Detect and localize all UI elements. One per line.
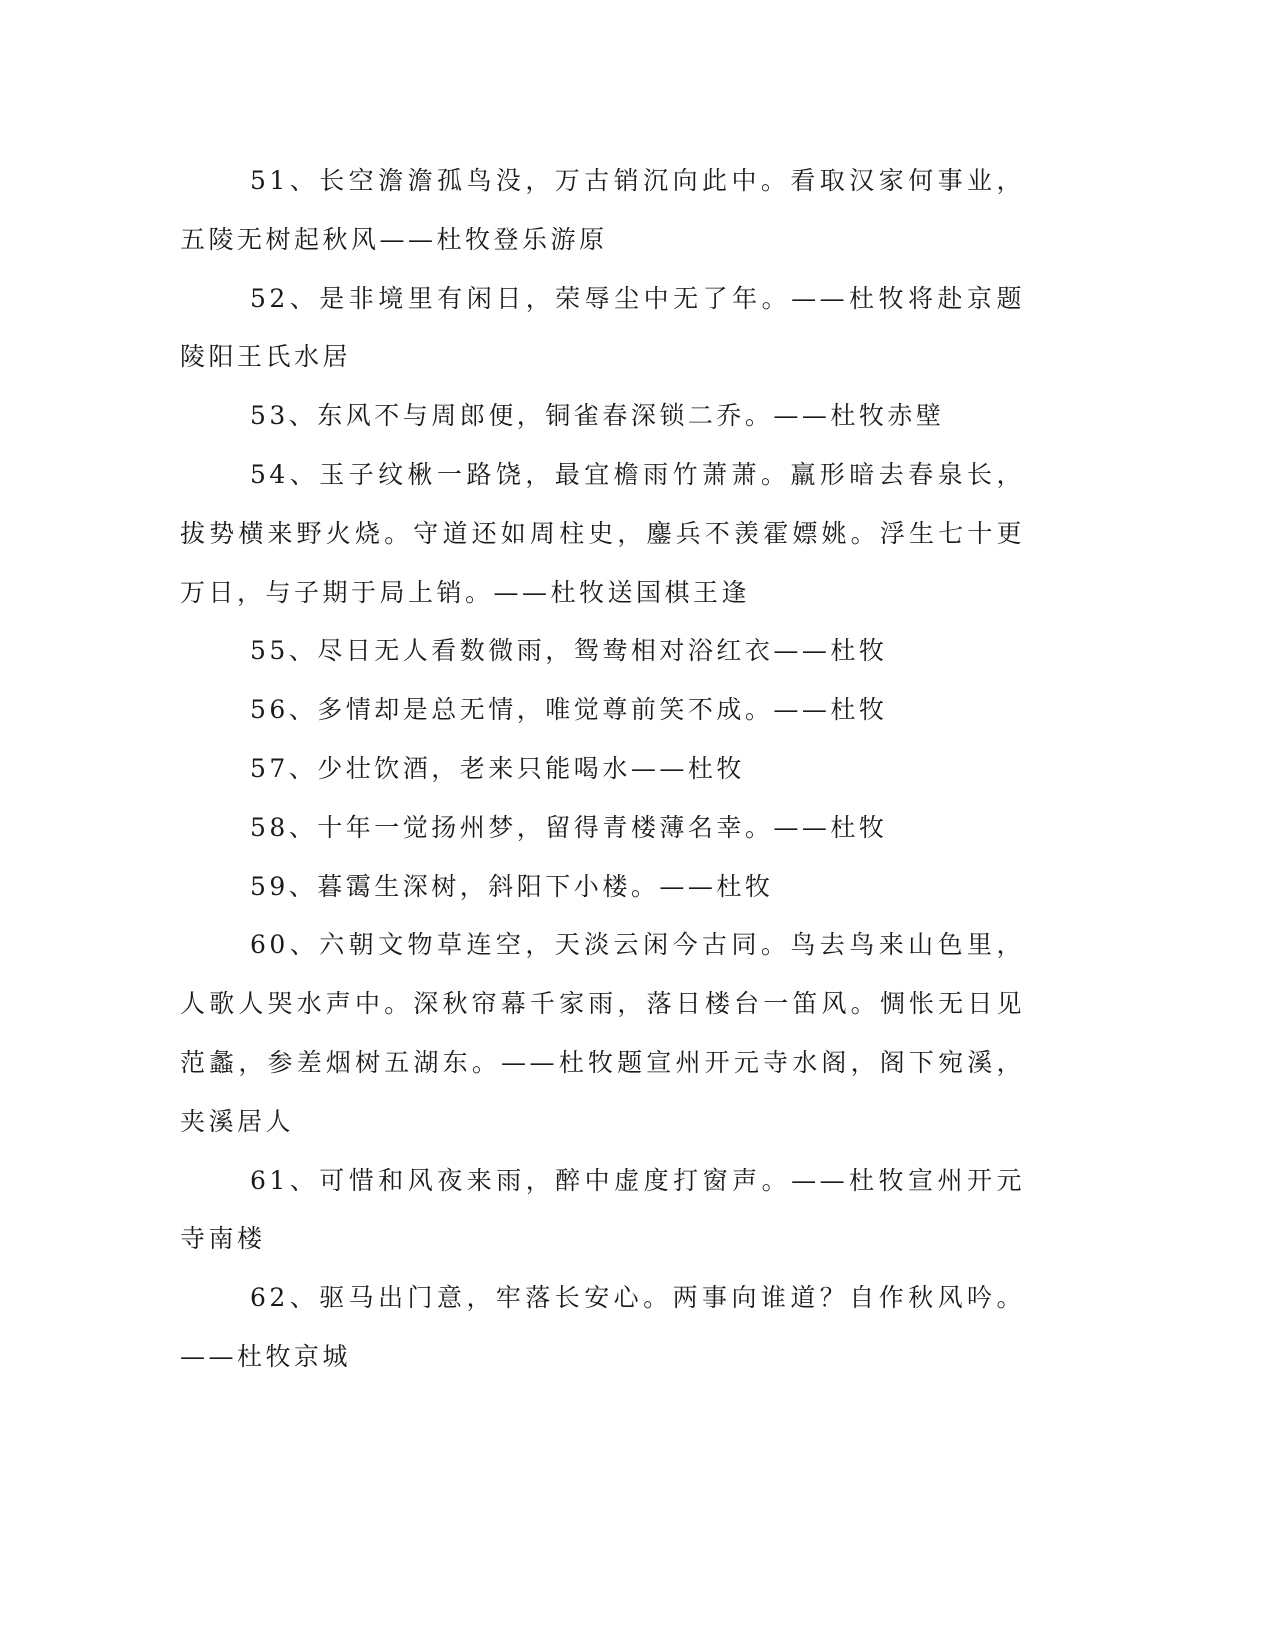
paragraph-61: 61、可惜和风夜来雨，醉中虚度打窗声。——杜牧宣州开元寺南楼 xyxy=(180,1165,1025,1254)
paragraph-59: 59、暮霭生深树，斜阳下小楼。——杜牧 xyxy=(250,871,774,901)
paragraph-53: 53、东风不与周郎便，铜雀春深锁二乔。——杜牧赤壁 xyxy=(250,401,945,431)
paragraph-57: 57、少壮饮酒，老来只能喝水——杜牧 xyxy=(250,753,745,783)
paragraph-58: 58、十年一觉扬州梦，留得青楼薄名幸。——杜牧 xyxy=(250,812,888,842)
paragraph-60: 60、六朝文物草连空，天淡云闲今古同。鸟去鸟来山色里，人歌人哭水声中。深秋帘幕千家雨，落日楼台一笛风。惆怅无日见范蠡，参差烟树五湖东。——杜牧题宣州开元寺水阁，阁下宛溪，夹溪居人 xyxy=(180,930,1025,1136)
paragraph-62: 62、驱马出门意，牢落长安心。两事向谁道？自作秋风吟。——杜牧京城 xyxy=(180,1283,1025,1371)
paragraph-56: 56、多情却是总无情，唯觉尊前笑不成。——杜牧 xyxy=(250,695,888,725)
paragraph-54: 54、玉子纹楸一路饶，最宜檐雨竹萧萧。羸形暗去春泉长，拔势横来野火烧。守道还如周柱史，鏖兵不羡霍嫖姚。浮生七十更万日，与子期于局上销。——杜牧送国棋王逢 xyxy=(180,459,1025,607)
paragraph-51: 51、长空澹澹孤鸟没，万古销沉向此中。看取汉家何事业，五陵无树起秋风——杜牧登乐游原 xyxy=(180,166,1025,254)
paragraph-55: 55、尽日无人看数微雨，鸳鸯相对浴红衣——杜牧 xyxy=(250,636,888,666)
paragraph-52: 52、是非境里有闲日，荣辱尘中无了年。——杜牧将赴京题陵阳王氏水居 xyxy=(180,283,1025,372)
document-body xyxy=(180,152,1025,1387)
